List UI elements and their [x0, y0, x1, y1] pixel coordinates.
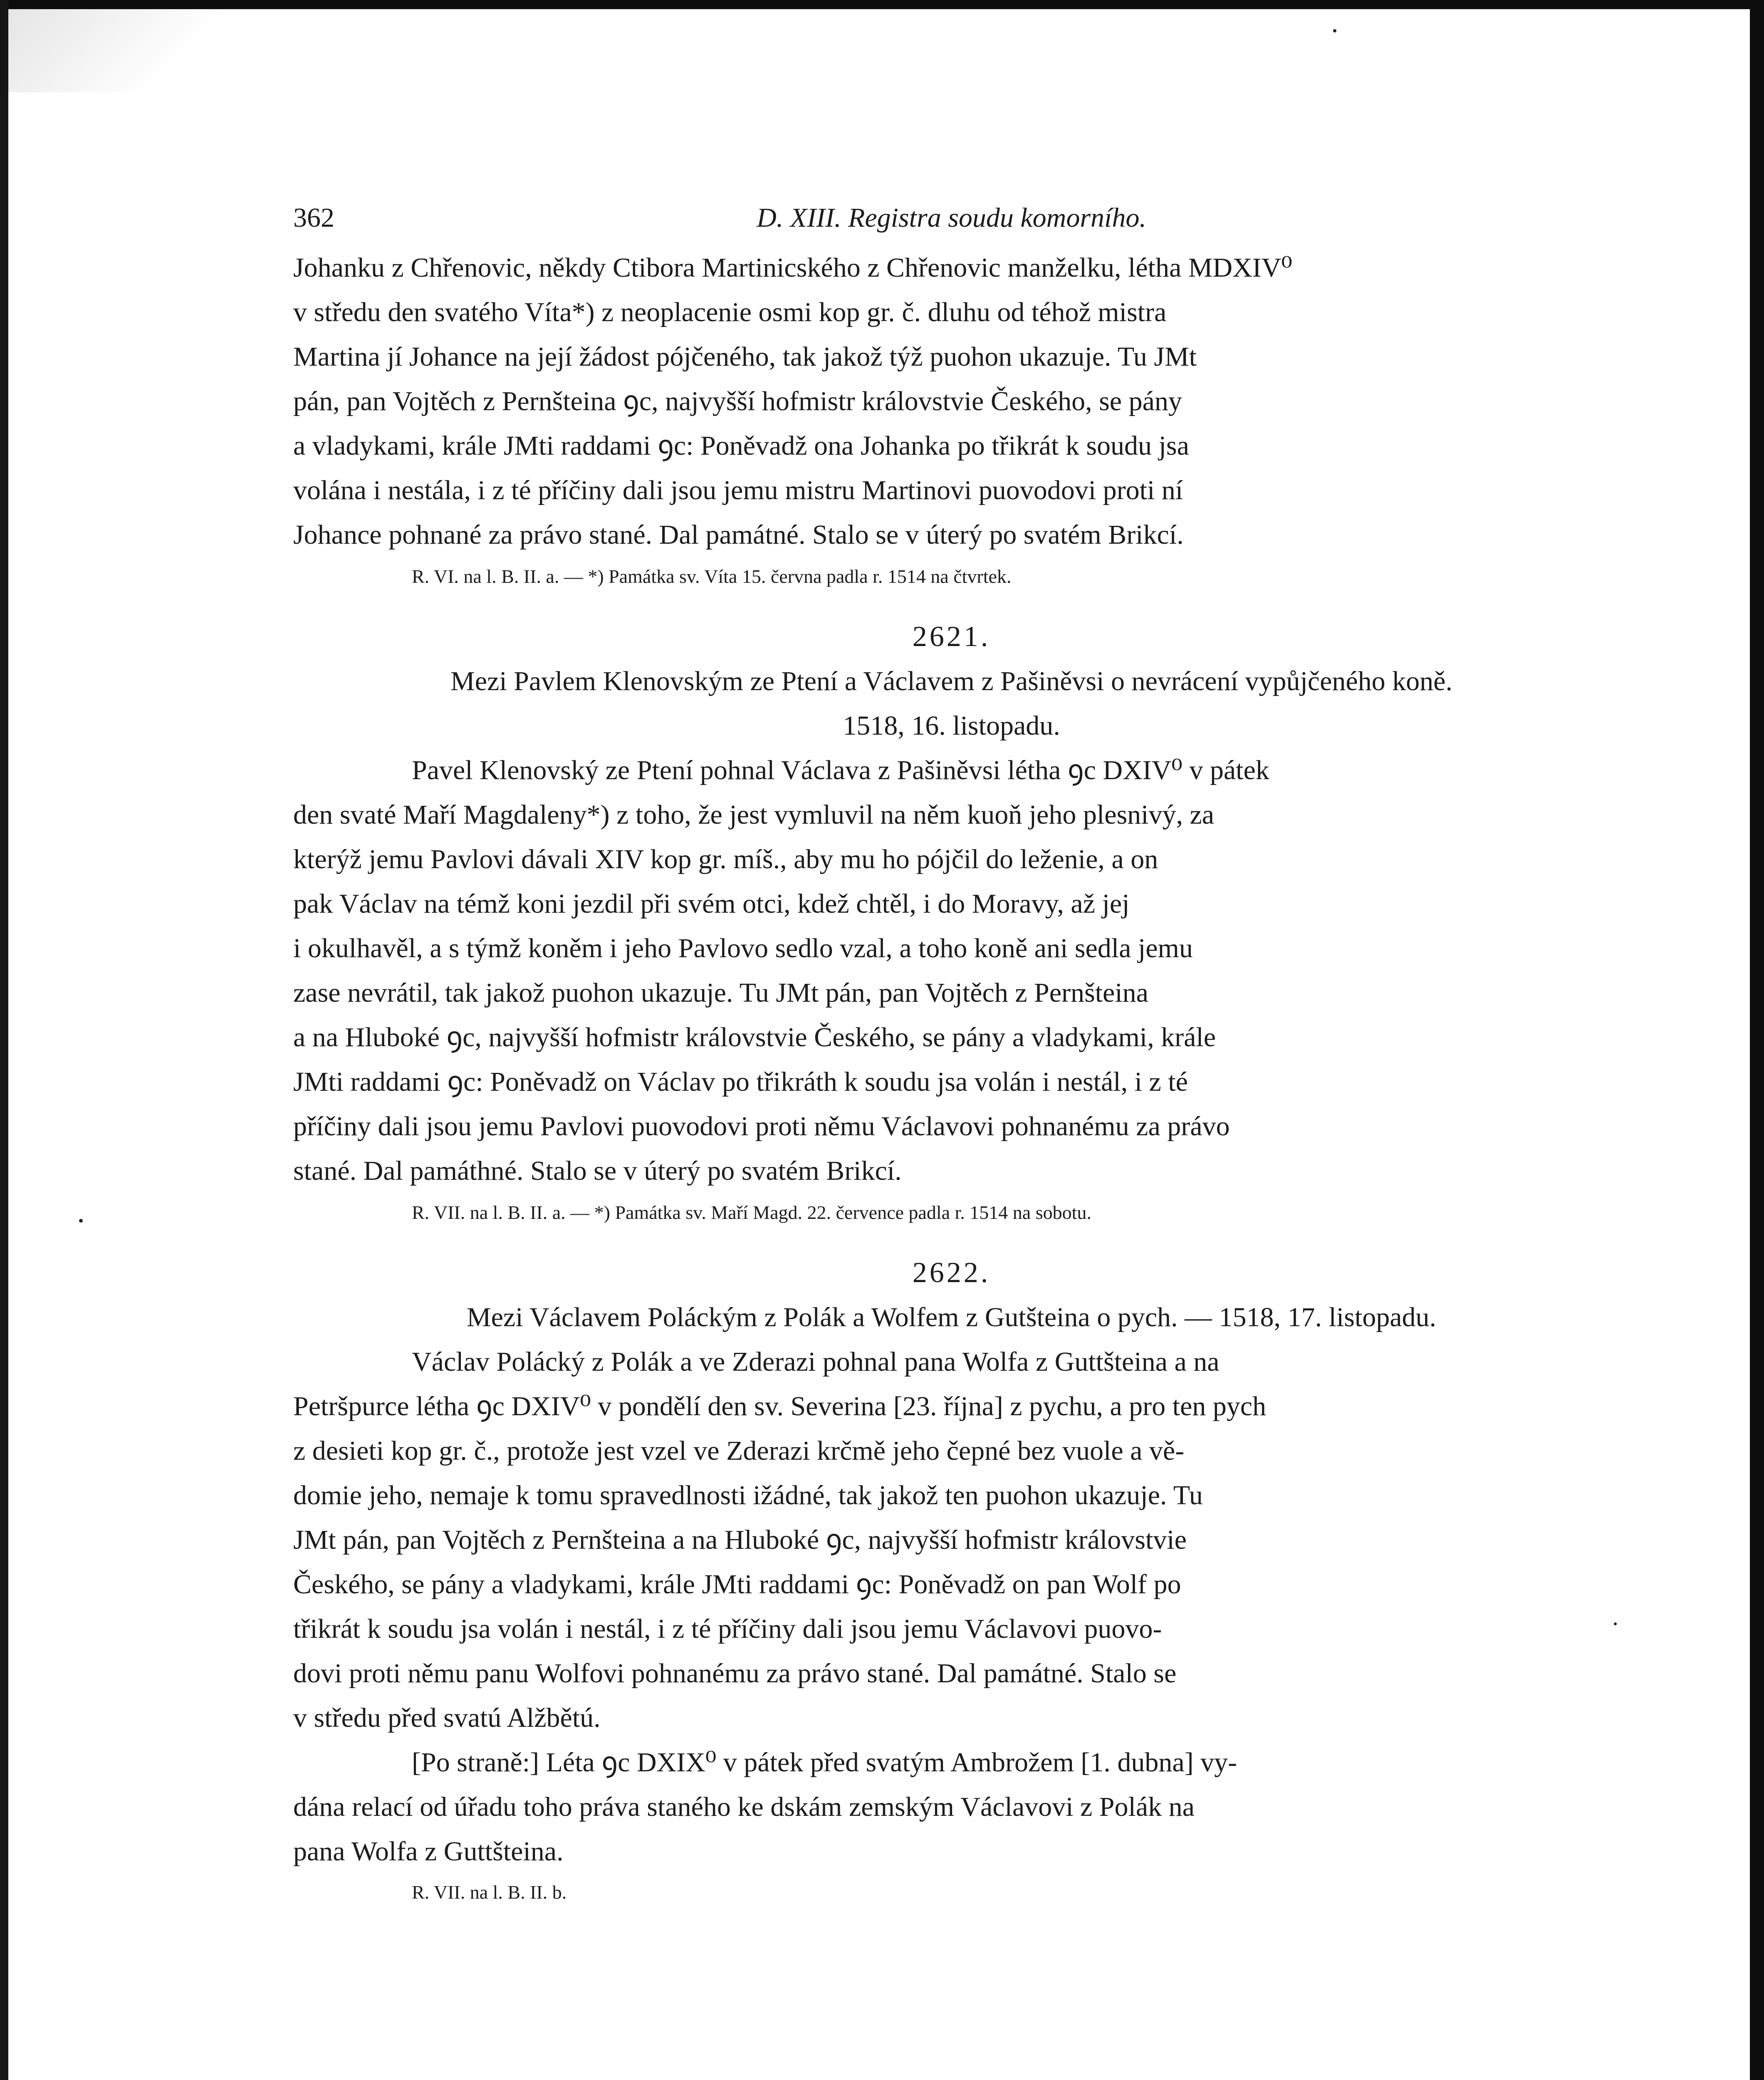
- scan-border-right: [1750, 0, 1764, 2080]
- entry-side-note: [Po straně:] Léta ꝯc DXIX⁰ v pátek před svatým Ambrožem [1. dubna] vy- dána relací od úřadu toho práva staného ke dskám zemským Václavovi z Polák na pana Wolfa z Guttšteina.: [293, 1747, 1237, 1867]
- entry-title: Mezi Václavem Poláckým z Polák a Wolfem z Gutšteina o pych. — 1518, 17. listopadu.: [466, 1302, 1437, 1332]
- entry-2621: [293, 614, 1610, 1227]
- page-header: [293, 196, 1610, 245]
- running-title: D. XIII. Registra soudu komorního.: [757, 203, 1146, 233]
- scan-speck: [1333, 29, 1336, 32]
- intro-footnote: R. VI. na l. B. II. a. — *) Památka sv. Víta 15. června padla r. 1514 na čtvrtek.: [412, 566, 1012, 587]
- scan-speck: [1614, 1622, 1617, 1625]
- page-number: 362: [293, 203, 334, 233]
- scan-smudge: [8, 9, 241, 92]
- entry-number: 2621.: [912, 621, 991, 653]
- entry-text: Václav Polácký z Polák a ve Zderazi pohnal pana Wolfa z Guttšteina a na Petršpurce létha ꝯc DXIV⁰ v pondělí den sv. Severina [23. října] z pychu, a pro ten pych z desieti kop gr. č., protože jest vzel ve Zderazi krčmě jeho čepné bez vuole a vě- domie jeho, nemaje k tomu spravedlnosti ižádné, tak jakož ten puohon ukazuje. Tu JMt pán, pan Vojtěch z Pernšteina a na Hluboké ꝯc, najvyšší hofmistr královstvie Českého, se pány a vladykami, krále JMti raddami ꝯc: Poněvadž on pan Wolf po třikrát k soudu jsa volán i nestál, i z té příčiny dali jsou jemu Václavovi puovo- dovi proti němu panu Wolfovi pohnanému za právo stané. Dal památné. Stalo se v středu před svatú Alžbětú.: [293, 1347, 1267, 1733]
- document-page: [293, 196, 1610, 1907]
- entry-title: Mezi Pavlem Klenovským ze Ptení a Václavem z Pašiněvsi o nevrácení vypůjčeného koně. 1518, 16. listopadu.: [450, 666, 1452, 741]
- scan-border-top: [0, 0, 1764, 9]
- intro-paragraph: Johanku z Chřenovic, někdy Ctibora Martinicského z Chřenovic manželku, létha MDXIV⁰ v středu den svatého Víta*) z neoplacenie osmi kop gr. č. dluhu od téhož mistra Martina jí Johance na její žádost pójčeného, tak jakož týž puohon ukazuje. Tu JMt pán, pan Vojtěch z Pernšteina ꝯc, najvyšší hofmistr královstvie Českého, se pány a vladykami, krále JMti raddami ꝯc: Poněvadž ona Johanka po třikrát k soudu jsa volána i nestála, i z té příčiny dali jsou jemu mistru Martinovi puovodovi proti ní Johance pohnané za právo stané. Dal památné. Stalo se v úterý po svatém Brikcí.: [293, 253, 1292, 550]
- entry-2622: [293, 1250, 1610, 1907]
- scan-border-left: [0, 0, 8, 2080]
- entry-number: 2622.: [912, 1257, 991, 1289]
- entry-text: Pavel Klenovský ze Ptení pohnal Václava z Pašiněvsi létha ꝯc DXIV⁰ v pátek den svaté Maří Magdaleny*) z toho, že jest vymluvil na něm kuoň jeho plesnivý, za kterýž jemu Pavlovi dávali XIV kop gr. míš., aby mu ho pójčil do leženie, a on pak Václav na témž koni jezdil při svém otci, kdež chtěl, i do Moravy, až jej i okulhavěl, a s týmž koněm i jeho Pavlovo sedlo vzal, a toho koně ani sedla jemu zase nevrátil, tak jakož puohon ukazuje. Tu JMt pán, pan Vojtěch z Pernšteina a na Hluboké ꝯc, najvyšší hofmistr královstvie Českého, se pány a vladykami, krále JMti raddami ꝯc: Poněvadž on Václav po třikráth k soudu jsa volán i nestál, i z té příčiny dali jsou jemu Pavlovi puovodovi proti němu Václavovi pohnanému za právo stané. Dal památhné. Stalo se v úterý po svatém Brikcí.: [293, 755, 1269, 1186]
- scan-speck: [79, 1219, 83, 1223]
- entry-footnote: R. VII. na l. B. II. b.: [412, 1882, 567, 1903]
- entry-footnote: R. VII. na l. B. II. a. — *) Památka sv. Maří Magd. 22. července padla r. 1514 na sobotu.: [412, 1202, 1091, 1223]
